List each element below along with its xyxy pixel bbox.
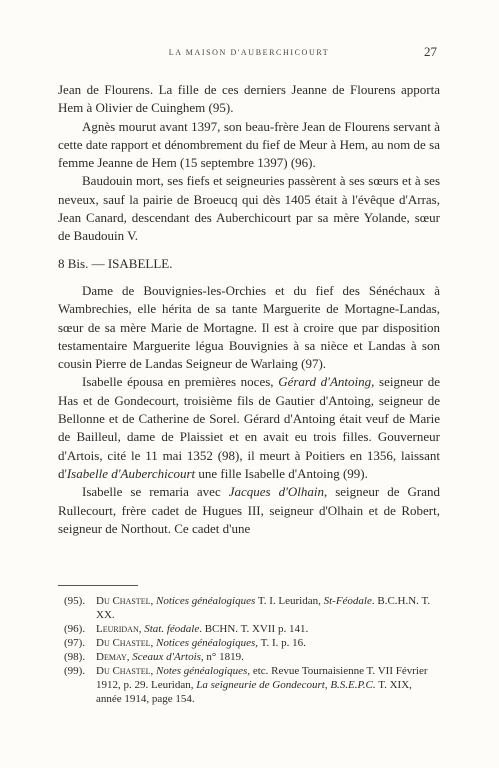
footnote-number: (98). <box>64 651 86 663</box>
work-title: La seigneurie de Gondecourt, B.S.E.P.C. <box>196 679 376 691</box>
footnote <box>58 664 440 706</box>
text-run: Demay, <box>96 651 133 663</box>
paragraph-2: Agnès mourut avant 1397, son beau-frère Jean de Flourens servant à cette date rapport et dénombrement du fief de Meur à Hem, au nom de sa femme Jeanne de Hem (15 septembre 1397) (96). <box>58 118 440 171</box>
footnote <box>58 650 440 664</box>
footnote-rule <box>58 585 138 586</box>
footnote-text <box>96 622 440 636</box>
footnotes <box>58 594 440 706</box>
text-run: T. I. Leuridan, <box>255 595 324 607</box>
footnote-text <box>96 650 440 664</box>
text-run: Du Chastel, <box>96 665 156 677</box>
text-run: . BCHN. T. XVII p. 141. <box>199 623 309 635</box>
footnote <box>58 636 440 650</box>
running-title: LA MAISON D'AUBERCHICOURT <box>168 48 330 57</box>
footnote-number: (97). <box>64 637 86 649</box>
work-title: Notices généalogiques <box>155 595 256 607</box>
text-run: , T. I. p. 16. <box>255 637 306 649</box>
footnote-text <box>96 636 440 650</box>
text-run: Du Chastel, <box>96 637 156 649</box>
person-name: Gérard d'Antoing <box>278 374 372 390</box>
text-run: , n° 1819. <box>200 651 244 663</box>
text-run: , etc. Revue Tournaisienne T. VII Février 1912, p. 29. Leuridan, <box>96 665 428 691</box>
footnote-text <box>96 664 440 706</box>
work-title: Notes généalogiques <box>155 665 248 677</box>
work-title: Stat. féodale <box>144 623 200 635</box>
section-paragraph-2 <box>58 373 440 483</box>
footnote-number: (99). <box>64 665 86 677</box>
page-number: 27 <box>424 44 437 59</box>
paragraph-1: Jean de Flourens. La fille de ces derniers Jeanne de Flourens apporta Hem à Olivier de Cuinghem (95). <box>58 82 440 116</box>
text-run: T. XIX, année 1914, page 154. <box>96 679 412 705</box>
footnote-number: (95). <box>64 595 86 607</box>
main-text <box>58 81 440 538</box>
running-header <box>58 48 440 64</box>
footnote-text <box>96 594 440 622</box>
footnote <box>58 622 440 636</box>
text-run: Isabelle se remaria avec <box>82 484 229 500</box>
text-run: , seigneur de Has et de Gondecourt, troisième fils de Gautier d'Antoing, seigneur de Bellonne et de Catherine de Sorel. Gérard d'Antoing était veuf de Marie de Bailleul, dame de Plaissiet et en avait eu trois filles. Gouverneur d'Artois, cité le 11 mai 1352 (98), il meurt à Poitiers en 1356, laissant d' <box>58 374 440 481</box>
work-title: Notices généalogiques <box>155 637 256 649</box>
section-heading: 8 Bis. — ISABELLE. <box>58 255 173 271</box>
text-run: Isabelle épousa en premières noces, <box>82 374 279 390</box>
footnote-number: (96). <box>64 623 86 635</box>
paragraph-3: Baudouin mort, ses fiefs et seigneuries passèrent à ses sœurs et à ses neveux, sauf la pairie de Broeucq qui dès 1405 était à l'évêque d'Arras, Jean Canard, descendant des Auberchicourt par sa mère Yolande, sœur de Baudouin V. <box>58 173 440 244</box>
person-name: Jacques d'Olhain <box>228 484 324 500</box>
text-run: . B.C.H.N. T. XX. <box>96 595 431 621</box>
person-name: Isabelle d'Auberchicourt <box>66 465 196 481</box>
work-title: St-Féodale <box>323 595 372 607</box>
text-run: Du Chastel, <box>96 595 156 607</box>
footnote <box>58 594 440 622</box>
section-paragraph-3 <box>58 483 440 538</box>
text-run: une fille Isabelle d'Antoing (99). <box>195 465 368 481</box>
section-paragraph-1: Dame de Bouvignies-les-Orchies et du fief des Sénéchaux à Wambrechies, elle hérita de sa tante Marguerite de Mortagne-Landas, sœur de sa mère Marie de Mortagne. Il est à croire que par disposition testamentaire Marguerite légua Bouvignies à sa nièce et Landas à son cousin Pierre de Landas Seigneur de Warlaing (97). <box>58 282 440 372</box>
work-title: Sceaux d'Artois <box>132 651 201 663</box>
text-run: , seigneur de Grand Rullecourt, frère cadet de Hugues III, seigneur d'Olhain et de Robert, seigneur de Northout. Ce cadet d'une <box>58 484 440 536</box>
text-run: Leuridan, <box>96 623 145 635</box>
